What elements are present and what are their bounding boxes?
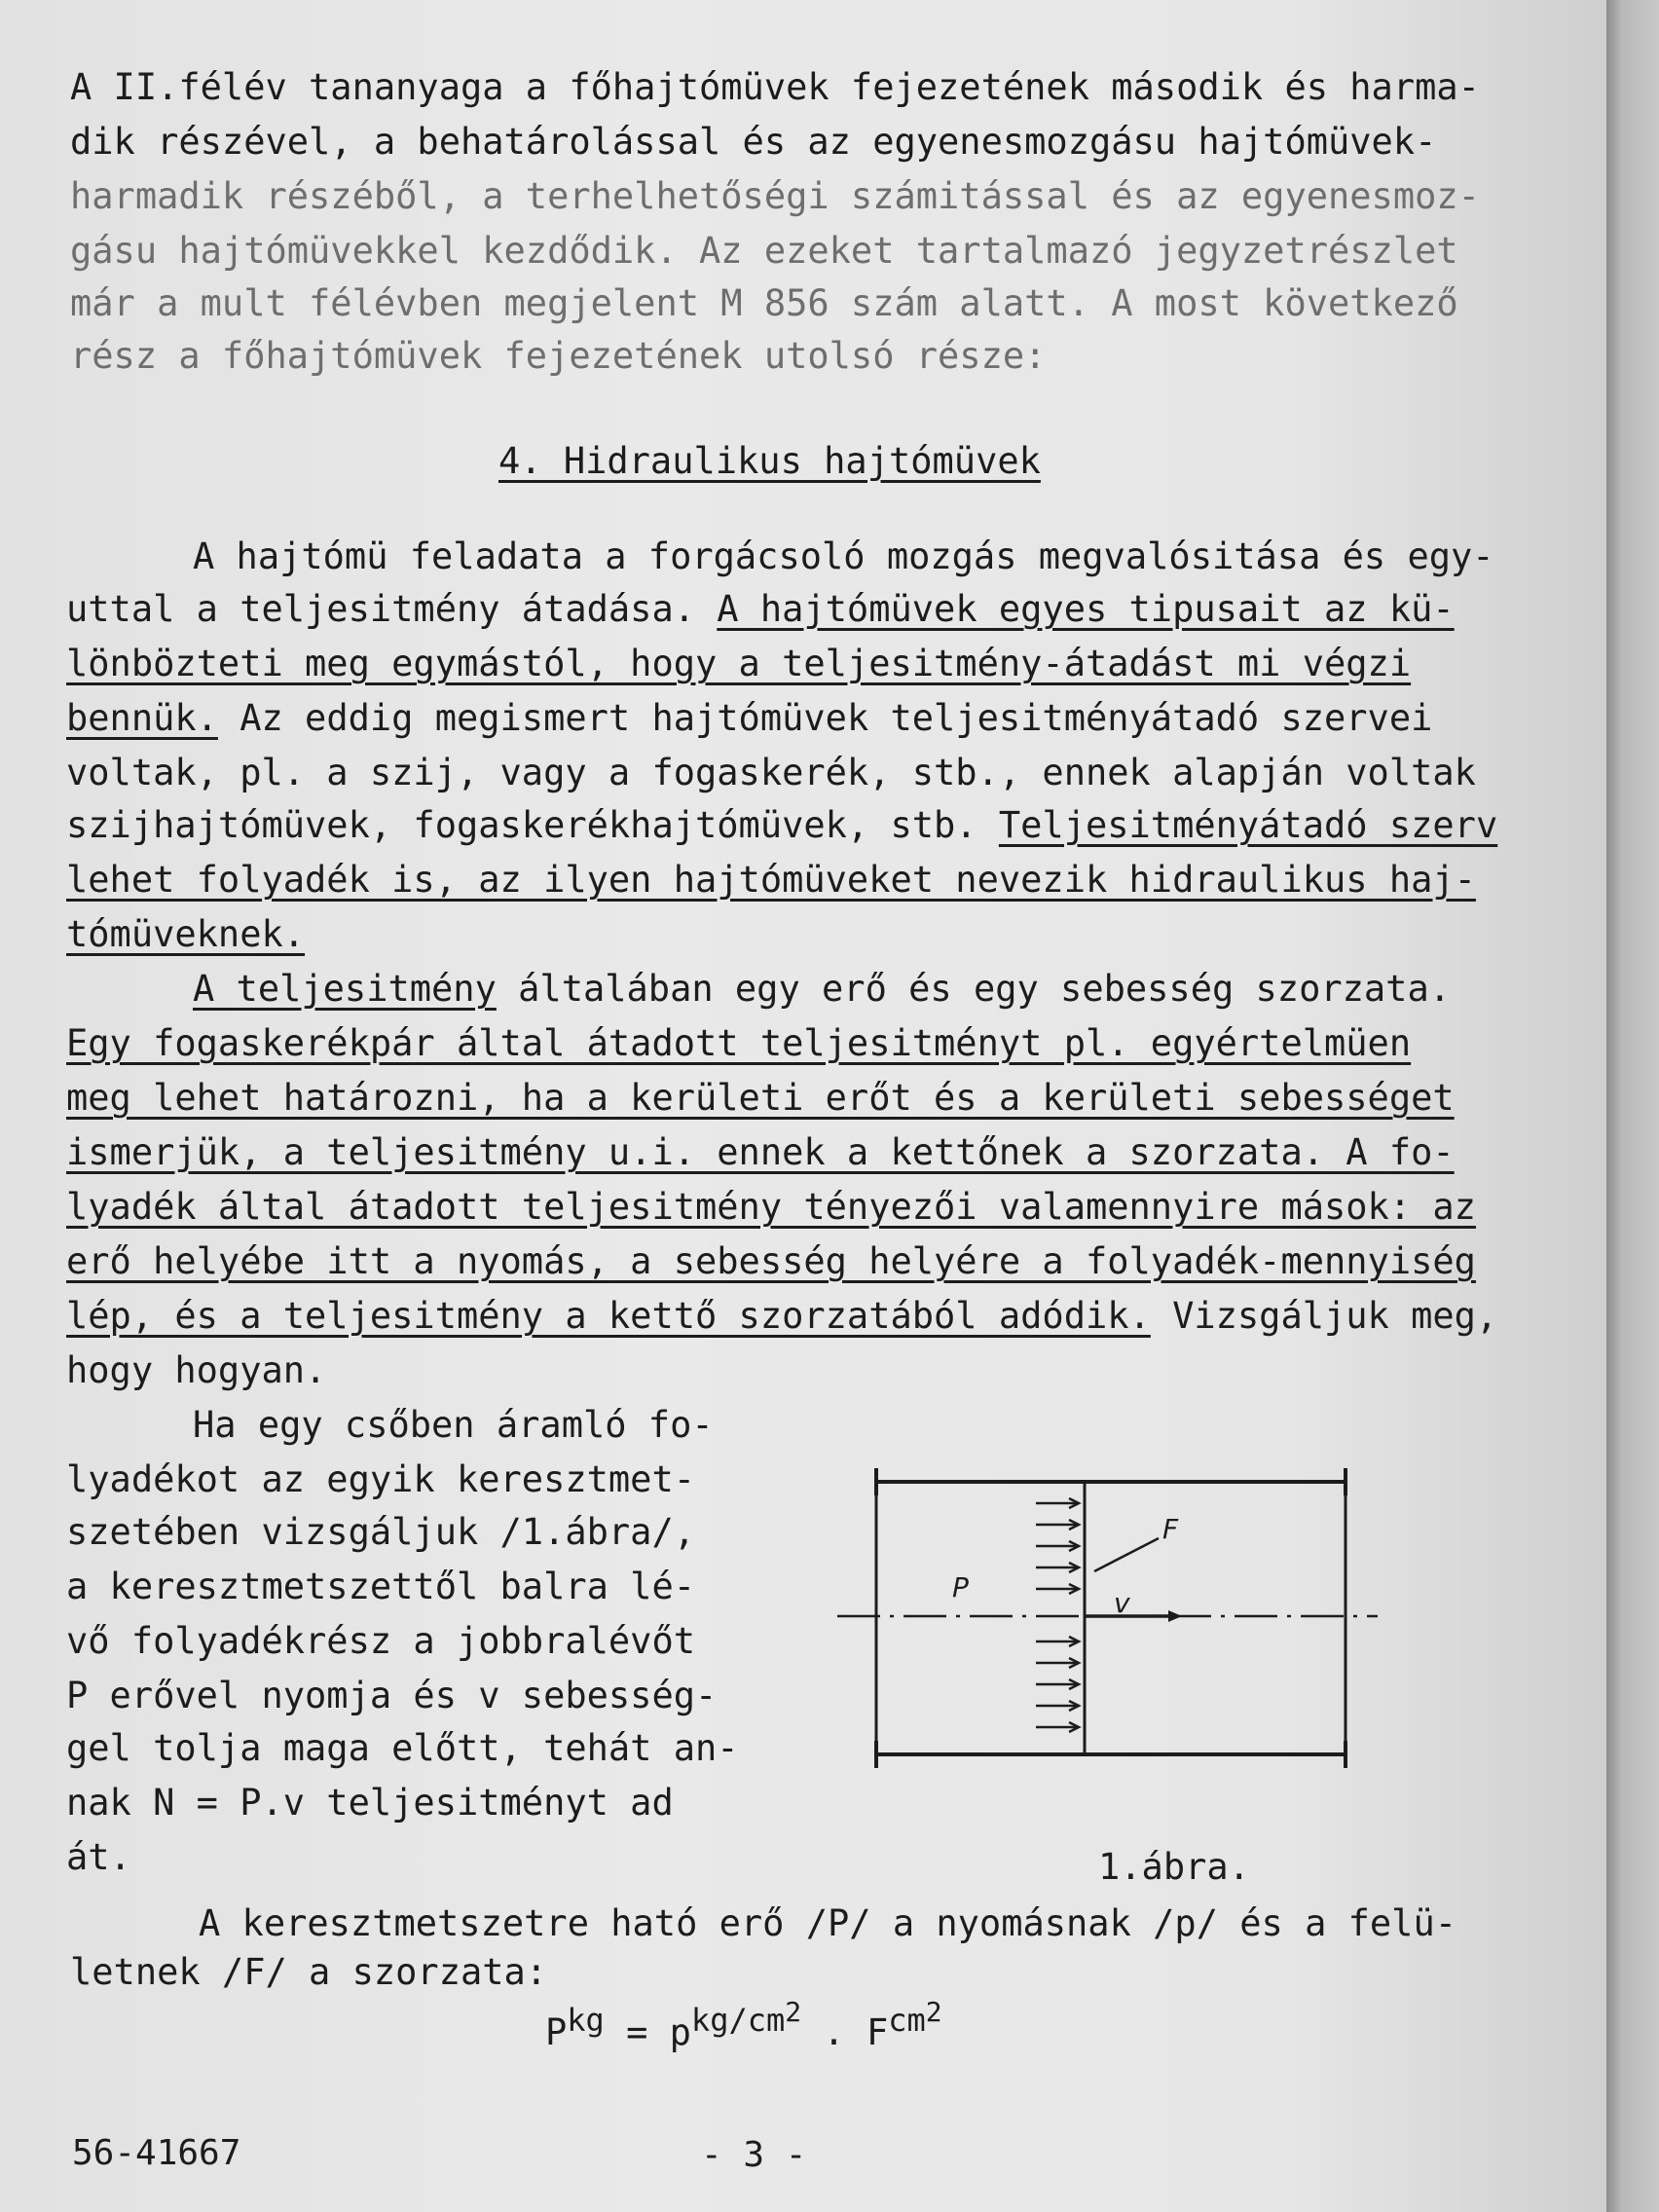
formula-p: p bbox=[669, 2011, 691, 2053]
p1-line-1: A hajtómü feladata a forgácsoló mozgás megvalósitása és egy- bbox=[193, 535, 1494, 577]
p2-line-2: Egy fogaskerékpár által átadott teljesitményt pl. egyértelmüen bbox=[66, 1022, 1412, 1064]
p1-line-2 bbox=[66, 588, 1455, 631]
p1-line-4-underlined: bennük. bbox=[66, 697, 218, 739]
p2-line-7-underlined: lép, és a teljesitmény a kettő szorzatából adódik. bbox=[66, 1295, 1151, 1337]
formula-F-unit-exp: 2 bbox=[925, 1996, 942, 2028]
p1-line-2-plain: uttal a teljesitmény átadása. bbox=[66, 588, 718, 630]
intro-line-2: dik részével, a behatárolással és az egyenesmozgásu hajtómüvek- bbox=[70, 121, 1437, 163]
formula-p-unit-exp: 2 bbox=[785, 1996, 802, 2028]
p1-line-3: lönbözteti meg egymástól, hogy a teljesitmény-átadást mi végzi bbox=[66, 643, 1412, 684]
p2-line-5: lyadék által átadott teljesitmény tényezői valamennyire mások: az bbox=[66, 1186, 1476, 1228]
intro-line-4: gásu hajtómüvekkel kezdődik. Az ezeket tartalmazó jegyzetrészlet bbox=[70, 230, 1458, 272]
intro-line-5: már a mult félévben megjelent M 856 szám alatt. A most következő bbox=[70, 282, 1458, 324]
label-v: v bbox=[1114, 1587, 1130, 1619]
p3-line-7: gel tolja maga előtt, tehát an- bbox=[66, 1727, 739, 1769]
formula-F-unit-base: cm bbox=[888, 2002, 926, 2039]
p3-line-9: át. bbox=[66, 1836, 131, 1878]
label-P: P bbox=[952, 1571, 969, 1604]
p2-line-1-plain: általában egy erő és egy sebesség szorzata. bbox=[496, 968, 1452, 1010]
p2-line-7 bbox=[66, 1295, 1497, 1338]
p3-line-2: lyadékot az egyik keresztmet- bbox=[66, 1458, 696, 1500]
formula-P: P bbox=[545, 2011, 568, 2053]
p3-line-5: vő folyadékrész a jobbralévőt bbox=[66, 1620, 696, 1662]
p2-line-6: erő helyébe itt a nyomás, a sebesség helyére a folyadék-mennyiség bbox=[66, 1240, 1476, 1282]
p3-line-1: Ha egy csőben áramló fo- bbox=[193, 1404, 714, 1446]
page-number: - 3 - bbox=[701, 2135, 807, 2175]
intro-line-6: rész a főhajtómüvek fejezetének utolsó része: bbox=[70, 335, 1047, 377]
p2-line-1-underlined: A teljesitmény bbox=[193, 968, 497, 1010]
p3-line-3: szetében vizsgáljuk /1.ábra/, bbox=[66, 1511, 696, 1553]
formula-p-unit-base: kg/cm bbox=[690, 2002, 786, 2039]
formula bbox=[545, 1996, 942, 2057]
intro-line-1: A II.félév tananyaga a főhajtómüvek fejezetének második és harma- bbox=[70, 66, 1480, 108]
section-heading: 4. Hidraulikus hajtómüvek bbox=[498, 440, 1041, 482]
formula-P-unit: kg bbox=[567, 2002, 605, 2039]
p4-line-2: letnek /F/ a szorzata: bbox=[70, 1951, 548, 1993]
p1-line-6-underlined: Teljesitményátadó szerv bbox=[998, 804, 1498, 846]
p2-line-7-plain: Vizsgáljuk meg, bbox=[1150, 1295, 1498, 1337]
p3-line-8: nak N = P.v teljesitményt ad bbox=[66, 1782, 674, 1824]
force-leader-line bbox=[1094, 1538, 1159, 1571]
p1-line-6 bbox=[66, 804, 1497, 847]
p1-line-4 bbox=[66, 697, 1432, 740]
p1-line-6-plain: szijhajtómüvek, fogaskerékhajtómüvek, stb. bbox=[66, 804, 999, 846]
intro-line-3: harmadik részéből, a terhelhetőségi számitással és az egyenesmoz- bbox=[70, 175, 1480, 217]
page-edge-shadow bbox=[1606, 0, 1659, 2212]
p3-line-6: P erővel nyomja és v sebesség- bbox=[66, 1675, 718, 1716]
formula-dot: . bbox=[801, 2011, 866, 2053]
velocity-arrow-head bbox=[1168, 1610, 1182, 1622]
figure-caption: 1.ábra. bbox=[1098, 1846, 1250, 1888]
p1-line-4-plain: Az eddig megismert hajtómüvek teljesitményátadó szervei bbox=[217, 697, 1433, 739]
formula-F: F bbox=[866, 2011, 889, 2053]
pipe-diagram-svg bbox=[828, 1460, 1382, 1791]
document-code: 56-41667 bbox=[72, 2133, 241, 2173]
p2-line-3: meg lehet határozni, ha a kerületi erőt és a kerületi sebességet bbox=[66, 1077, 1455, 1119]
p4-line-1: A keresztmetszetre ható erő /P/ a nyomásnak /p/ és a felü- bbox=[199, 1902, 1457, 1944]
p1-line-8: tómüveknek. bbox=[66, 913, 306, 955]
label-F: F bbox=[1162, 1513, 1179, 1545]
p1-line-5: voltak, pl. a szij, vagy a fogaskerék, stb., ennek alapján voltak bbox=[66, 752, 1476, 793]
p2-line-8: hogy hogyan. bbox=[66, 1349, 327, 1391]
p2-line-1 bbox=[193, 968, 1451, 1011]
p1-line-2-underlined: A hajtómüvek egyes tipusait az kü- bbox=[717, 588, 1455, 630]
p1-line-7: lehet folyadék is, az ilyen hajtómüveket nevezik hidraulikus haj- bbox=[66, 859, 1476, 901]
p3-line-4: a keresztmetszettől balra lé- bbox=[66, 1566, 696, 1607]
pipe-diagram bbox=[828, 1460, 1382, 1791]
formula-eq: = bbox=[604, 2011, 670, 2053]
p2-line-4: ismerjük, a teljesitmény u.i. ennek a kettőnek a szorzata. A fo- bbox=[66, 1131, 1455, 1173]
formula-F-unit bbox=[888, 1996, 942, 2039]
formula-p-unit bbox=[690, 1996, 802, 2039]
